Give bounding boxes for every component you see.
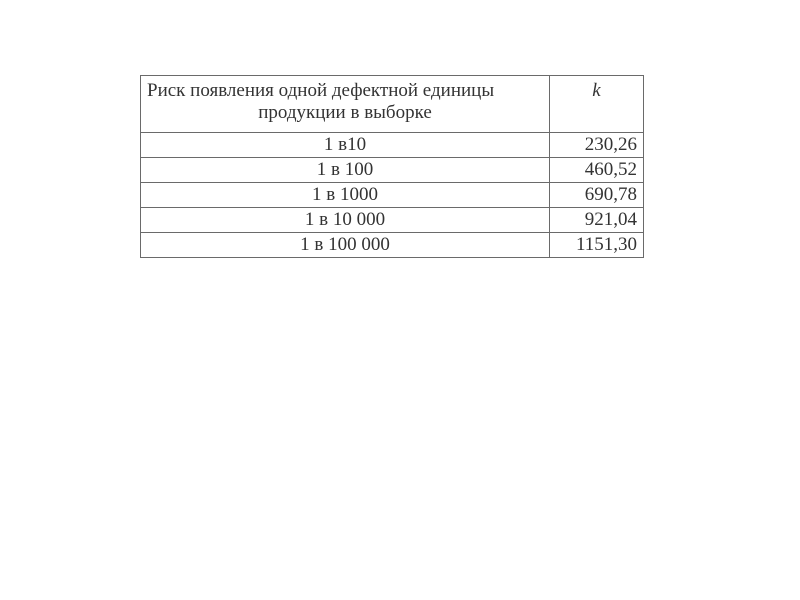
table-row [141, 208, 644, 233]
table-row [141, 233, 644, 258]
risk-cell: 1 в 1000 [141, 183, 550, 208]
k-cell: 460,52 [550, 158, 644, 183]
table-row [141, 183, 644, 208]
k-cell: 1151,30 [550, 233, 644, 258]
header-risk-line1: Риск появления одной дефектной единицы [147, 80, 495, 101]
risk-cell: 1 в 100 [141, 158, 550, 183]
header-risk-line2: продукции в выборке [258, 102, 432, 123]
k-cell: 230,26 [550, 133, 644, 158]
header-risk-cell [141, 76, 550, 133]
k-cell: 690,78 [550, 183, 644, 208]
k-cell: 921,04 [550, 208, 644, 233]
risk-cell: 1 в10 [141, 133, 550, 158]
header-k-cell: k [550, 76, 644, 133]
table-row [141, 158, 644, 183]
risk-cell: 1 в 100 000 [141, 233, 550, 258]
risk-cell: 1 в 10 000 [141, 208, 550, 233]
table-row [141, 133, 644, 158]
risk-k-table [140, 75, 644, 258]
table-header-row [141, 76, 644, 133]
